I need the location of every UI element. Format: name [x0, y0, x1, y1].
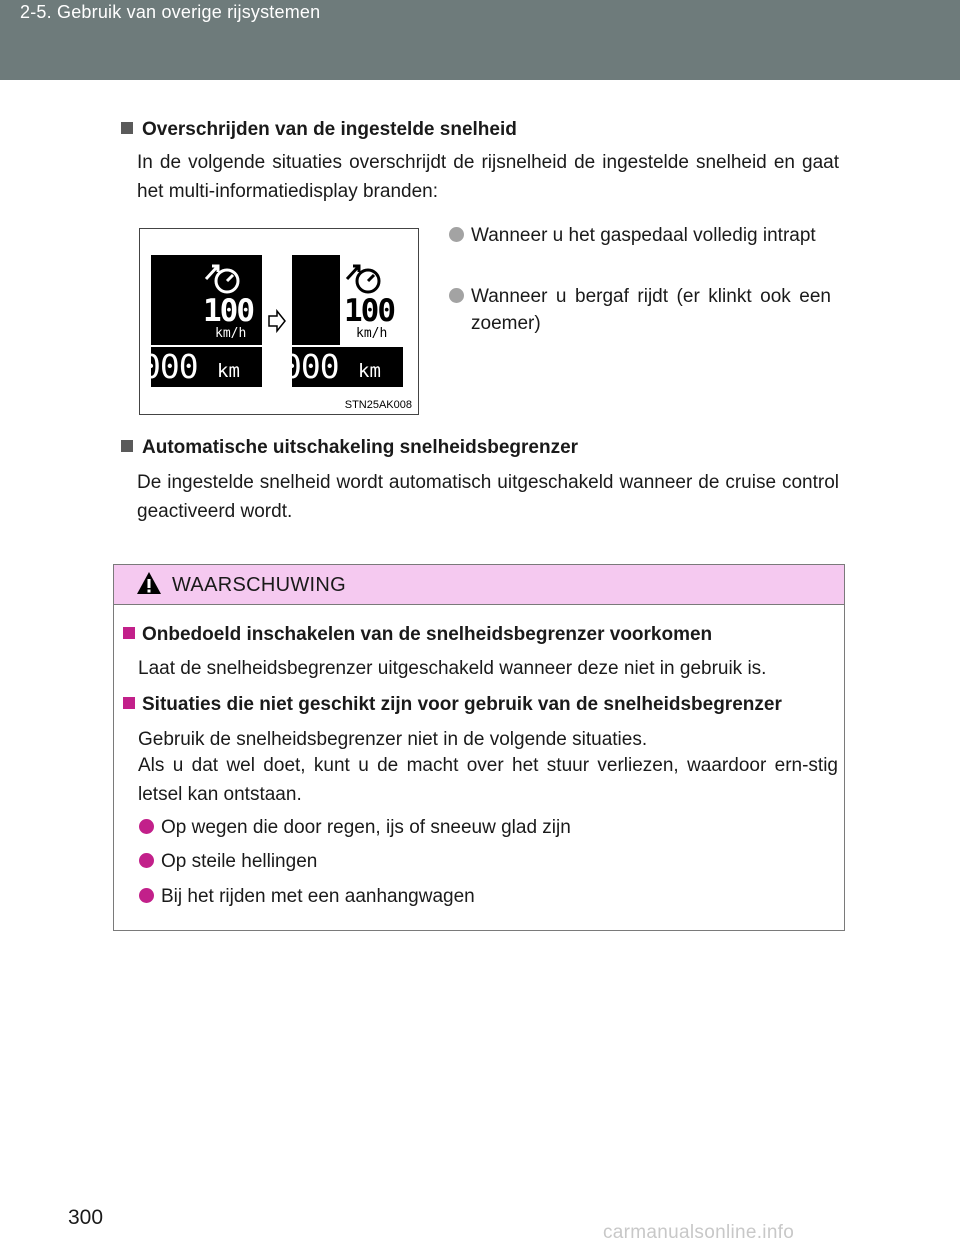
warning-title: WAARSCHUWING — [172, 574, 346, 596]
figure-code: STN25AK008 — [344, 399, 412, 411]
warning-item-heading-text: Onbedoeld inschakelen van de snelheidsbegrenzer voorkomen — [142, 624, 713, 645]
list-item-text: Wanneer u het gaspedaal volledig intrapt — [471, 225, 816, 246]
section1-heading-text: Overschrijden van de ingestelde snelheid — [142, 119, 517, 140]
list-item — [139, 883, 829, 910]
square-bullet-icon — [123, 627, 135, 639]
section-title: 2-5. Gebruik van overige rijsystemen — [20, 2, 321, 22]
speed-limiter-icon — [344, 263, 388, 295]
square-bullet-icon — [121, 122, 133, 134]
warning-item-text: Als u dat wel doet, kunt u de macht over het stuur verliezen, waardoor ern-stig letsel kan ontstaan. — [138, 755, 838, 805]
square-bullet-icon — [121, 440, 133, 452]
display-illustration — [139, 228, 419, 415]
warning-item-heading-text: Situaties die niet geschikt zijn voor gebruik van de snelheidsbegrenzer — [142, 694, 782, 715]
list-item-text: Bij het rijden met een aanhangwagen — [161, 886, 475, 907]
set-speed: 100 — [344, 293, 394, 329]
bullet-dot-icon — [449, 288, 464, 303]
bullet-dot-icon — [139, 819, 154, 834]
section2-heading — [121, 437, 578, 459]
list-item — [449, 283, 831, 337]
warning-item-text: Gebruik de snelheidsbegrenzer niet in de volgende situaties. — [138, 729, 648, 750]
warning-box — [113, 564, 845, 931]
warning-header — [114, 565, 844, 605]
bullet-dot-icon — [449, 227, 464, 242]
list-item-text: Op steile hellingen — [161, 851, 318, 872]
list-item — [139, 848, 829, 875]
speed-unit: km/h — [356, 326, 388, 341]
speed-unit: km/h — [215, 326, 247, 341]
watermark: carmanualsonline.info — [603, 1222, 795, 1243]
warning-item-text: Laat de snelheidsbegrenzer uitgeschakeld wanneer deze niet in gebruik is. — [138, 658, 767, 679]
bullet-dot-icon — [139, 853, 154, 868]
display-before — [141, 255, 262, 387]
section2-heading-text: Automatische uitschakeling snelheidsbegrenzer — [142, 437, 579, 458]
square-bullet-icon — [123, 697, 135, 709]
arrow-right-icon — [267, 309, 287, 333]
warning-item-heading — [123, 624, 712, 646]
bullet-dot-icon — [139, 888, 154, 903]
warning-triangle-icon — [136, 571, 162, 595]
odometer: 000 — [141, 347, 198, 386]
display-after — [282, 255, 403, 387]
odometer-unit: km — [217, 360, 240, 382]
warning-item-heading — [123, 694, 782, 716]
section1-heading — [121, 119, 517, 141]
page-header — [0, 0, 960, 80]
odometer: 000 — [282, 347, 339, 386]
set-speed: 100 — [203, 293, 253, 329]
list-item — [449, 222, 831, 249]
list-item-text: Wanneer u bergaf rijdt (er klinkt ook een zoemer) — [471, 286, 831, 334]
list-item — [139, 814, 829, 841]
section1-intro: In de volgende situaties overschrijdt de rijsnelheid de ingestelde snelheid en gaat het multi-informatiedisplay branden: — [137, 152, 839, 202]
list-item-text: Op wegen die door regen, ijs of sneeuw glad zijn — [161, 817, 571, 838]
speed-limiter-icon — [203, 263, 247, 295]
page-number: 300 — [68, 1206, 104, 1229]
odometer-unit: km — [358, 360, 381, 382]
section2-text: De ingestelde snelheid wordt automatisch uitgeschakeld wanneer de cruise control geactiveerd wordt. — [137, 472, 839, 522]
